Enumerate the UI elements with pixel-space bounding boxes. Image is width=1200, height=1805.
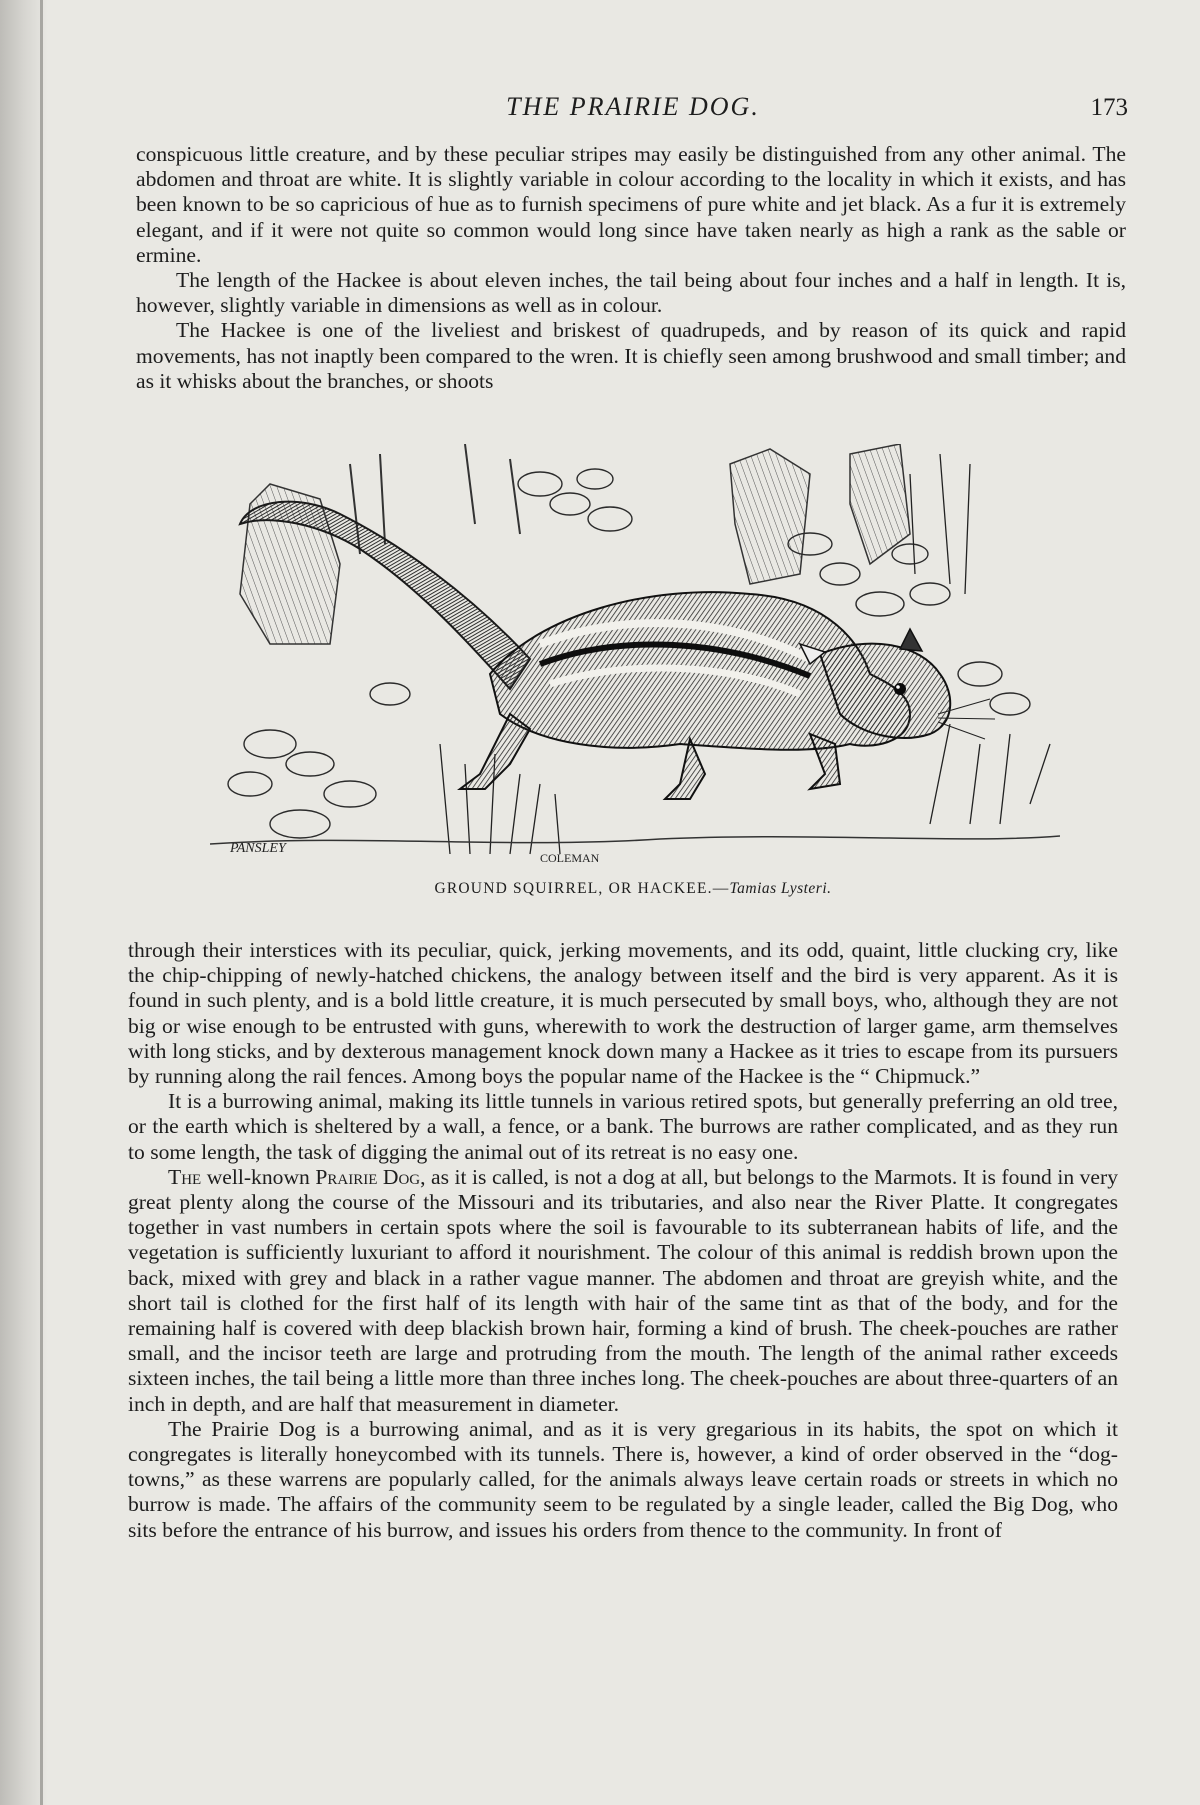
page-header	[134, 88, 1132, 128]
figure-caption	[134, 880, 1132, 898]
paragraph: through their interstices with its peculiar, quick, jerking movements, and its odd, quaint, little clucking cry, like the chip-chipping of newly-hatched chickens, the analogy between itself and the bird is very apparent. As it is found in such plenty, and is a bold little creature, it is much persecuted by small boys, who, although they are not big or wise enough to be entrusted with guns, wherewith to work the destruction of larger game, arm themselves with long sticks, and by dexterous management knock down many a Hackee as it tries to escape from its pursuers by running along the rail fences. Among boys the popular name of the Hackee is the “ Chipmuck.”	[128, 938, 1118, 1089]
paragraph: The length of the Hackee is about eleven inches, the tail being about four inches and a half in length. It is, however, slightly variable in dimensions as well as in colour.	[136, 268, 1126, 318]
text-block-top	[136, 142, 1126, 394]
text-block-bottom	[128, 938, 1118, 1543]
page-number: 173	[1090, 94, 1128, 121]
running-title: THE PRAIRIE DOG.	[506, 92, 760, 121]
paragraph: The Hackee is one of the liveliest and briskest of quadrupeds, and by reason of its quick and rapid movements, has not inaptly been compared to the wren. It is chiefly seen among brushwood and small timber; and as it whisks about the branches, or shoots	[136, 318, 1126, 393]
caption-main: GROUND SQUIRREL, OR HACKEE.	[434, 880, 713, 897]
paragraph: conspicuous little creature, and by these peculiar stripes may easily be distinguished from any other animal. The abdomen and throat are white. It is slightly variable in colour according to the locality in which it exists, and has been known to be so capricious of hue as to furnish specimens of pure white and jet black. As a fur it is extremely elegant, and if it were not quite so common would long since have taken nearly as high a rank as the sable or ermine.	[136, 142, 1126, 267]
paragraph-text: , as it is called, is not a dog at all, but belongs to the Marmots. It is found in very great plenty along the course of the Missouri and its tributaries, and also near the River Platte. It congregates together in vast numbers in certain spots where the soil is favourable to its subterranean habits of life, and the vegetation is sufficiently luxuriant to afford it nourishment. The colour of this animal is reddish brown upon the back, mixed with grey and black in a rather vague manner. The abdomen and throat are greyish white, and the short tail is clothed for the first half of its length with hair of the same tint as that of the body, and for the remaining half is covered with deep blackish brown hair, forming a kind of brush. The cheek-pouches are rather small, and the incisor teeth are large and protruding from the mouth. The length of the animal rather exceeds sixteen inches, the tail being a little more than three inches long. The cheek-pouches are about three-quarters of an inch in depth, and are half that measurement in diameter.	[128, 1164, 1118, 1416]
caption-separator: —	[712, 880, 730, 897]
paragraph-text: well-known	[201, 1164, 316, 1189]
caption-latin-name: Tamias Lysteri.	[729, 880, 832, 897]
lead-word: The	[168, 1164, 202, 1189]
engraver-signature: PANSLEY	[230, 841, 286, 856]
artist-signature: COLEMAN	[540, 851, 600, 864]
paragraph: It is a burrowing animal, making its little tunnels in various retired spots, but generally preferring an old tree, or the earth which is sheltered by a wall, a fence, or a bank. The burrows are rather complicated, and as they run to some length, the task of digging the animal out of its retreat is no easy one.	[128, 1089, 1118, 1164]
species-name: Prairie Dog	[315, 1164, 421, 1189]
paragraph: The Prairie Dog is a burrowing animal, and as it is very gregarious in its habits, the spot on which it congregates is literally honeycombed with its tunnels. There is, however, a kind of order observed in the “dog-towns,” as these warrens are popularly called, for the animals always leave certain roads or streets in which no burrow is made. The affairs of the community seem to be regulated by a single leader, called the Big Dog, who sits before the entrance of his burrow, and issues his orders from thence to the community. In front of	[128, 1416, 1118, 1542]
ground-squirrel-engraving	[210, 444, 1060, 864]
paragraph-prairie-dog	[128, 1165, 1118, 1417]
page-edge	[40, 0, 43, 1805]
